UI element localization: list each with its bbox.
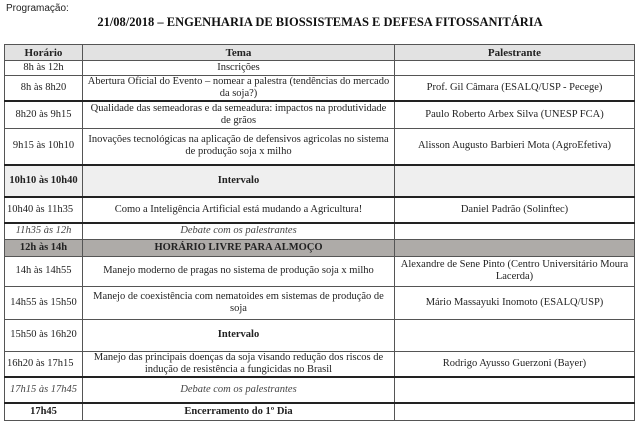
- row-topic: Manejo de coexistência com nematoides em sistemas de produção de soja: [83, 286, 395, 319]
- row-topic: Qualidade das semeadoras e da semeadura: impactos na produtividade de grãos: [83, 101, 395, 128]
- table-row: [5, 377, 635, 403]
- row-topic: Encerramento do 1º Dia: [83, 403, 395, 420]
- table-row: [5, 165, 635, 197]
- table-header: [5, 45, 635, 61]
- table-row: [5, 101, 635, 128]
- programacao-label: Programação:: [6, 3, 69, 14]
- table-row: [5, 128, 635, 165]
- row-speaker: [395, 61, 635, 76]
- schedule-table: [4, 44, 635, 421]
- row-speaker: [395, 319, 635, 351]
- row-topic: Manejo das principais doenças da soja visando redução dos riscos de indução de resistência a fungicidas no Brasil: [83, 351, 395, 377]
- row-topic: HORÁRIO LIVRE PARA ALMOÇO: [83, 239, 395, 256]
- row-speaker: Paulo Roberto Arbex Silva (UNESP FCA): [395, 101, 635, 128]
- row-time: 16h20 às 17h15: [5, 351, 83, 377]
- row-speaker: [395, 403, 635, 420]
- row-time: 8h às 12h: [5, 61, 83, 76]
- row-speaker: Alexandre de Sene Pinto (Centro Universitário Moura Lacerda): [395, 256, 635, 286]
- row-time: 11h35 às 12h: [5, 223, 83, 239]
- row-topic: Abertura Oficial do Evento – nomear a palestra (tendências do mercado da soja?): [83, 76, 395, 102]
- row-time: 9h15 às 10h10: [5, 128, 83, 165]
- row-time: 8h às 8h20: [5, 76, 83, 102]
- table-row: [5, 223, 635, 239]
- row-topic: Debate com os palestrantes: [83, 377, 395, 403]
- page-title: 21/08/2018 – ENGENHARIA DE BIOSSISTEMAS E DEFESA FITOSSANITÁRIA: [97, 15, 543, 29]
- row-topic: Inscrições: [83, 61, 395, 76]
- row-time: 8h20 às 9h15: [5, 101, 83, 128]
- row-topic: Intervalo: [83, 165, 395, 197]
- row-time: 14h55 às 15h50: [5, 286, 83, 319]
- row-speaker: [395, 223, 635, 239]
- row-topic: Como a Inteligência Artificial está mudando a Agricultura!: [83, 197, 395, 223]
- row-time: 10h40 às 11h35: [5, 197, 83, 223]
- row-topic: Manejo moderno de pragas no sistema de produção soja x milho: [83, 256, 395, 286]
- header-tema: Tema: [83, 45, 395, 61]
- table-row: [5, 256, 635, 286]
- row-speaker: Rodrigo Ayusso Guerzoni (Bayer): [395, 351, 635, 377]
- header-horario: Horário: [5, 45, 83, 61]
- table-row: [5, 403, 635, 420]
- row-speaker: [395, 239, 635, 256]
- row-topic: Debate com os palestrantes: [83, 223, 395, 239]
- row-time: 14h às 14h55: [5, 256, 83, 286]
- header-palestrante: Palestrante: [395, 45, 635, 61]
- table-row: [5, 351, 635, 377]
- table-row: [5, 239, 635, 256]
- row-time: 10h10 às 10h40: [5, 165, 83, 197]
- row-speaker: Alisson Augusto Barbieri Mota (AgroEfetiva): [395, 128, 635, 165]
- table-row: [5, 197, 635, 223]
- row-topic: Intervalo: [83, 319, 395, 351]
- row-speaker: Mário Massayuki Inomoto (ESALQ/USP): [395, 286, 635, 319]
- row-speaker: Daniel Padrão (Solinftec): [395, 197, 635, 223]
- row-topic: Inovações tecnológicas na aplicação de defensivos agricolas no sistema de produção soja x milho: [83, 128, 395, 165]
- row-time: 17h15 às 17h45: [5, 377, 83, 403]
- table-row: [5, 319, 635, 351]
- row-speaker: [395, 165, 635, 197]
- row-speaker: [395, 377, 635, 403]
- table-row: [5, 286, 635, 319]
- row-time: 17h45: [5, 403, 83, 420]
- row-time: 15h50 às 16h20: [5, 319, 83, 351]
- table-row: [5, 61, 635, 76]
- row-speaker: Prof. Gil Câmara (ESALQ/USP - Pecege): [395, 76, 635, 102]
- row-time: 12h às 14h: [5, 239, 83, 256]
- table-row: [5, 76, 635, 102]
